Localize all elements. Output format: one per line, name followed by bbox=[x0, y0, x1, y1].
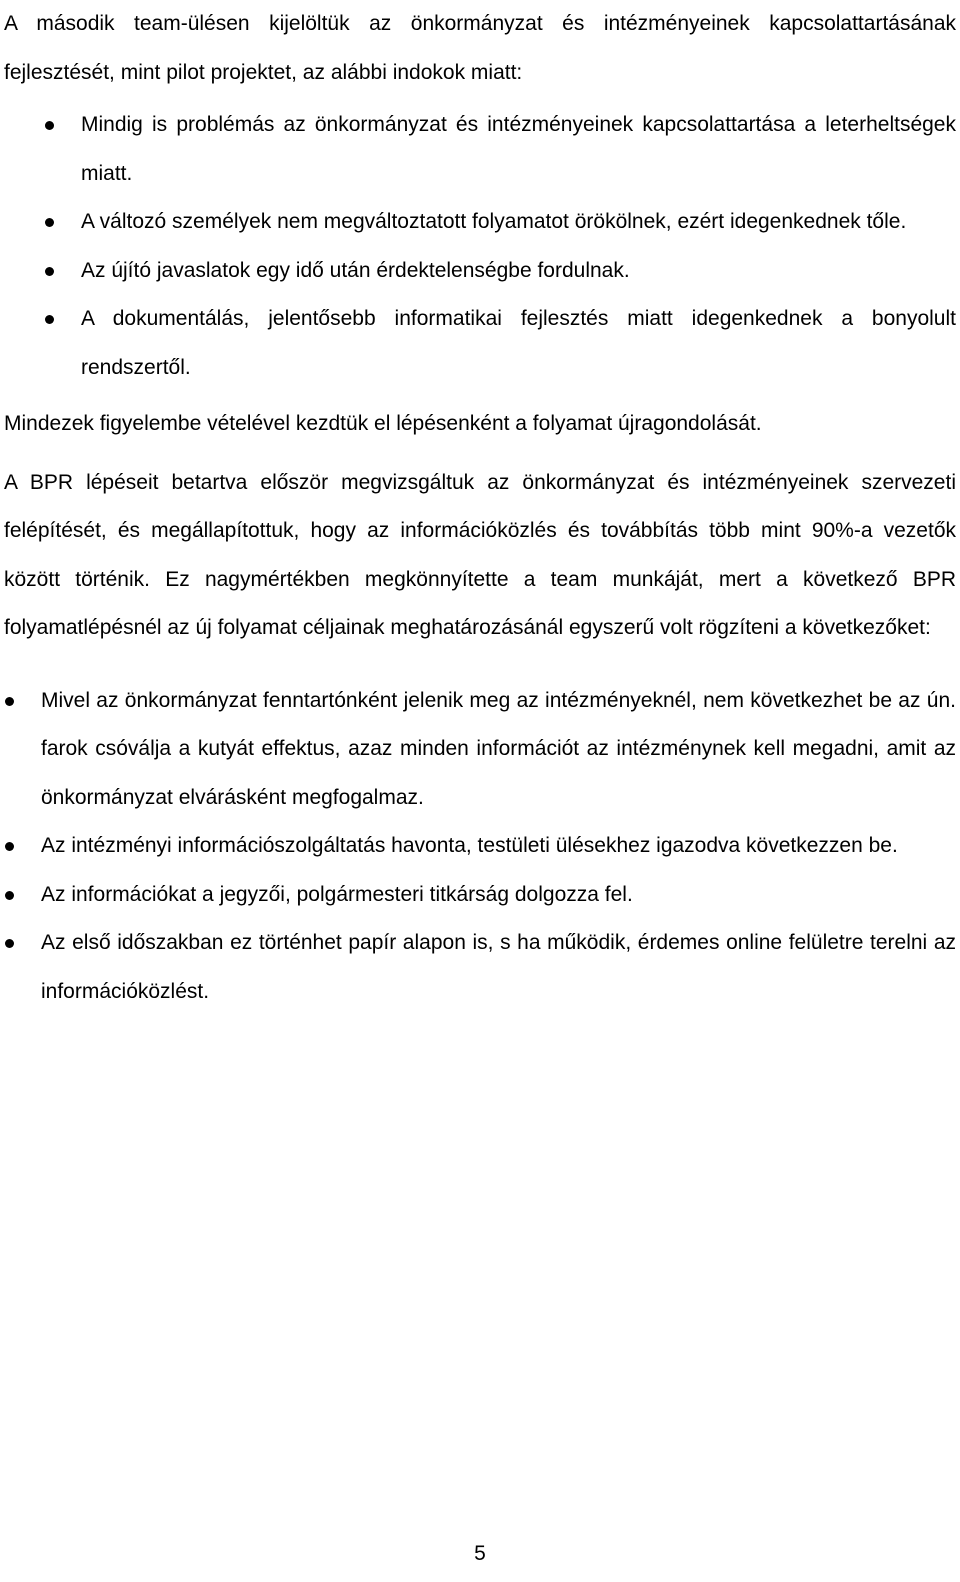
list-item bbox=[4, 677, 956, 823]
summary-paragraph: Mindezek figyelembe vételével kezdtük el lépésenként a folyamat újragondolását. bbox=[4, 412, 762, 435]
list-item bbox=[4, 247, 956, 296]
bullet-icon bbox=[45, 315, 54, 324]
intro-paragraph: A második team-ülésen kijelöltük az önkormányzat és intézményeinek kapcsolattartásának fejlesztését, mint pilot projektet, az alábbi indokok miatt: bbox=[4, 12, 956, 84]
page-number: 5 bbox=[474, 1542, 486, 1565]
bullet-icon bbox=[5, 842, 14, 851]
list-item-text: Az első időszakban ez történhet papír alapon is, s ha működik, érdemes online felületre terelni az információközlést. bbox=[41, 931, 956, 1003]
list-item bbox=[4, 822, 956, 871]
list-item-text: A dokumentálás, jelentősebb informatikai fejlesztés miatt idegenkednek a bonyolult rendszertől. bbox=[81, 307, 956, 379]
list-item-text: Az információkat a jegyzői, polgármesteri titkárság dolgozza fel. bbox=[41, 882, 633, 906]
list-item-text: Mivel az önkormányzat fenntartónként jelenik meg az intézményeknél, nem következhet be az ún. farok csóválja a kutyát effektus, azaz minden információt az intézménynek kell megadni, amit az önkormányzat elvárásként megfogalmaz. bbox=[41, 688, 956, 809]
bullet-icon bbox=[45, 218, 54, 227]
list-item-text: Az újító javaslatok egy idő után érdektelenségbe fordulnak. bbox=[81, 258, 630, 282]
list-item bbox=[4, 198, 956, 247]
list-item bbox=[4, 919, 956, 1016]
bullet-icon bbox=[45, 121, 54, 130]
bullet-icon bbox=[45, 267, 54, 276]
bpr-paragraph: A BPR lépéseit betartva először megvizsgáltuk az önkormányzat és intézményeinek szervezeti felépítését, és megállapítottuk, hogy az információközlés és továbbítás több mint 90%-a vezetők között történik. Ez nagymértékben megkönnyítette a team munkáját, mert a következő BPR folyamatlépésnél az új folyamat céljainak meghatározásánál egyszerű volt rögzíteni a következőket: bbox=[4, 470, 956, 639]
bullet-icon bbox=[5, 939, 14, 948]
list-item-text: Mindig is problémás az önkormányzat és intézményeinek kapcsolattartása a leterheltségek miatt. bbox=[81, 113, 956, 185]
reasons-list bbox=[4, 101, 956, 392]
list-item-text: A változó személyek nem megváltoztatott folyamatot örökölnek, ezért idegenkednek tőle. bbox=[81, 210, 907, 233]
goals-list bbox=[4, 677, 956, 1017]
list-item bbox=[4, 295, 956, 392]
list-item bbox=[4, 871, 956, 920]
list-item-text: Az intézményi információszolgáltatás havonta, testületi ülésekhez igazodva következzen be. bbox=[41, 834, 898, 857]
bullet-icon bbox=[5, 891, 14, 900]
bullet-icon bbox=[5, 697, 14, 706]
list-item bbox=[4, 101, 956, 198]
document-page bbox=[4, 0, 956, 1016]
